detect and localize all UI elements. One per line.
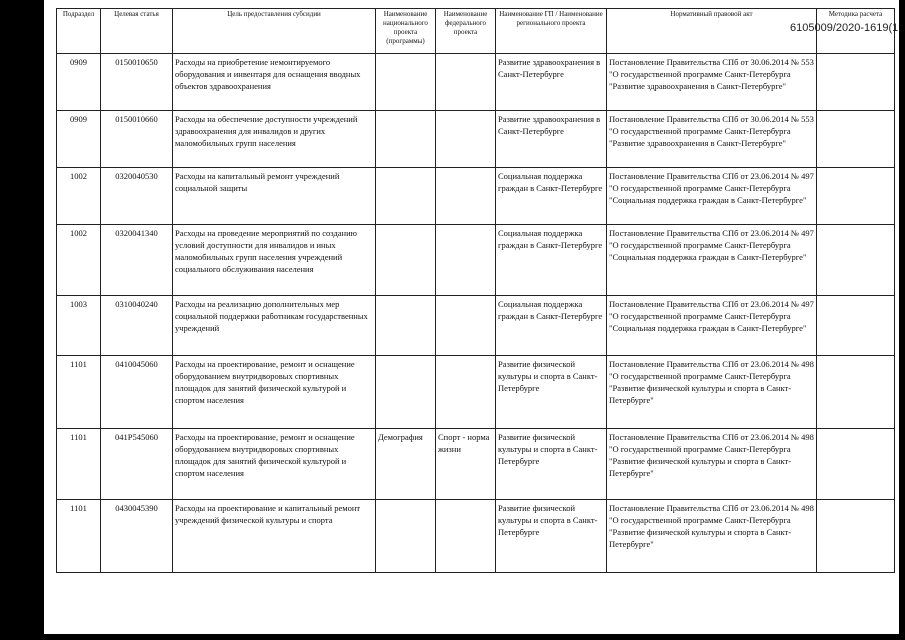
cell-act: Постановление Правительства СПб от 30.06.2014 № 553 "О государственной программе Санкт-Петербурга "Развитие здравоохранения в Санкт-Петербурге" (607, 54, 817, 111)
cell-purpose: Расходы на обеспечение доступности учреждений здравоохранения для инвалидов и других маломобильных групп населения (173, 111, 376, 168)
cell-program: Социальная поддержка граждан в Санкт-Петербурге (496, 296, 607, 356)
cell-national (376, 54, 436, 111)
table-row (57, 54, 895, 111)
cell-act: Постановление Правительства СПб от 23.06.2014 № 497 "О государственной программе Санкт-Петербурга "Социальная поддержка граждан в Санкт-Петербурге" (607, 168, 817, 225)
document-stamp: 6105009/2020-1619(1 (790, 22, 899, 34)
cell-section: 1002 (57, 168, 101, 225)
header-national-project: Наименование национального проекта (программы) (376, 9, 436, 54)
cell-method (817, 54, 895, 111)
cell-national (376, 168, 436, 225)
cell-method (817, 500, 895, 573)
header-state-program: Наименование ГП / Наименование регионального проекта (496, 9, 607, 54)
table-row (57, 111, 895, 168)
table-header-row (57, 9, 895, 54)
cell-method (817, 296, 895, 356)
cell-article: 0320041340 (101, 225, 173, 296)
table-row (57, 225, 895, 296)
cell-national (376, 111, 436, 168)
cell-federal (436, 356, 496, 429)
cell-act: Постановление Правительства СПб от 23.06.2014 № 497 "О государственной программе Санкт-Петербурга "Социальная поддержка граждан в Санкт-Петербурге" (607, 296, 817, 356)
header-section: Подраздел (57, 9, 101, 54)
cell-act: Постановление Правительства СПб от 23.06.2014 № 498 "О государственной программе Санкт-Петербурга "Развитие физической культуры и спорта в Санкт-Петербурге" (607, 429, 817, 500)
header-method: Методика расчета (817, 9, 895, 54)
cell-purpose: Расходы на проведение мероприятий по созданию условий доступности для инвалидов и иных маломобильных групп населения учреждений социального обслуживания населения (173, 225, 376, 296)
table-row (57, 429, 895, 500)
table-row (57, 356, 895, 429)
cell-act: Постановление Правительства СПб от 30.06.2014 № 553 "О государственной программе Санкт-Петербурга "Развитие здравоохранения в Санкт-Петербурге" (607, 111, 817, 168)
cell-federal (436, 54, 496, 111)
cell-act: Постановление Правительства СПб от 23.06.2014 № 497 "О государственной программе Санкт-Петербурга "Социальная поддержка граждан в Санкт-Петербурге" (607, 225, 817, 296)
cell-article: 0150010660 (101, 111, 173, 168)
cell-national (376, 225, 436, 296)
cell-section: 1003 (57, 296, 101, 356)
cell-article: 0150010650 (101, 54, 173, 111)
cell-article: 041P545060 (101, 429, 173, 500)
cell-national: Демография (376, 429, 436, 500)
cell-purpose: Расходы на проектирование, ремонт и оснащение оборудованием внутридворовых спортивных площадок для занятий физической культурой и спортом населения (173, 356, 376, 429)
header-federal-project: Наименование федерального проекта (436, 9, 496, 54)
cell-program: Развитие физической культуры и спорта в Санкт-Петербурге (496, 500, 607, 573)
cell-federal (436, 111, 496, 168)
cell-federal (436, 168, 496, 225)
cell-section: 1101 (57, 500, 101, 573)
cell-program: Развитие физической культуры и спорта в Санкт-Петербурге (496, 356, 607, 429)
cell-program: Социальная поддержка граждан в Санкт-Петербурге (496, 168, 607, 225)
cell-section: 1002 (57, 225, 101, 296)
cell-purpose: Расходы на приобретение немонтируемого оборудования и инвентаря для оснащения вводных объектов здравоохранения (173, 54, 376, 111)
cell-article: 0310040240 (101, 296, 173, 356)
header-legal-act: Нормативный правовой акт (607, 9, 817, 54)
cell-purpose: Расходы на проектирование и капитальный ремонт учреждений физической культуры и спорта (173, 500, 376, 573)
cell-federal (436, 296, 496, 356)
scan-border-left (0, 0, 44, 640)
cell-act: Постановление Правительства СПб от 23.06.2014 № 498 "О государственной программе Санкт-Петербурга "Развитие физической культуры и спорта в Санкт-Петербурге" (607, 500, 817, 573)
cell-method (817, 356, 895, 429)
cell-method (817, 225, 895, 296)
cell-national (376, 356, 436, 429)
cell-method (817, 429, 895, 500)
cell-act: Постановление Правительства СПб от 23.06.2014 № 498 "О государственной программе Санкт-Петербурга "Развитие физической культуры и спорта в Санкт-Петербурге" (607, 356, 817, 429)
cell-section: 0909 (57, 54, 101, 111)
table-row (57, 168, 895, 225)
cell-national (376, 500, 436, 573)
cell-purpose: Расходы на реализацию дополнительных мер социальной поддержки работникам государственных учреждений (173, 296, 376, 356)
table-row (57, 500, 895, 573)
cell-purpose: Расходы на проектирование, ремонт и оснащение оборудованием внутридворовых спортивных площадок для занятий физической культурой и спортом населения (173, 429, 376, 500)
cell-section: 1101 (57, 429, 101, 500)
cell-federal (436, 500, 496, 573)
cell-section: 0909 (57, 111, 101, 168)
table-row (57, 296, 895, 356)
subsidy-table (56, 8, 895, 573)
cell-federal (436, 225, 496, 296)
cell-article: 0410045060 (101, 356, 173, 429)
cell-program: Развитие здравоохранения в Санкт-Петербурге (496, 111, 607, 168)
cell-program: Социальная поддержка граждан в Санкт-Петербурге (496, 225, 607, 296)
cell-purpose: Расходы на капитальный ремонт учреждений социальной защиты (173, 168, 376, 225)
scan-border-right (899, 0, 905, 640)
cell-section: 1101 (57, 356, 101, 429)
header-purpose: Цель предоставления субсидии (173, 9, 376, 54)
header-target-article: Целевая статья (101, 9, 173, 54)
scan-border-bottom (0, 634, 905, 640)
cell-article: 0430045390 (101, 500, 173, 573)
cell-program: Развитие здравоохранения в Санкт-Петербурге (496, 54, 607, 111)
cell-federal: Спорт - норма жизни (436, 429, 496, 500)
cell-method (817, 168, 895, 225)
cell-national (376, 296, 436, 356)
cell-method (817, 111, 895, 168)
cell-program: Развитие физической культуры и спорта в Санкт-Петербурге (496, 429, 607, 500)
cell-article: 0320040530 (101, 168, 173, 225)
